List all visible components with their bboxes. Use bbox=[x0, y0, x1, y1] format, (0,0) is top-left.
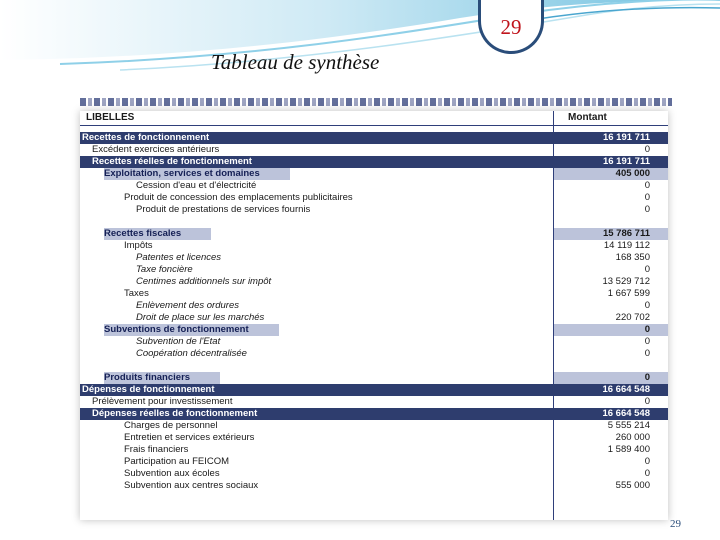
table-row bbox=[80, 312, 668, 324]
row-label: Subvention aux centres sociaux bbox=[124, 480, 259, 491]
row-amount: 0 bbox=[644, 192, 650, 203]
table-row bbox=[80, 300, 668, 312]
row-amount: 0 bbox=[644, 324, 650, 335]
table-row bbox=[80, 192, 668, 204]
synthesis-table bbox=[80, 111, 668, 520]
row-label: Recettes fiscales bbox=[104, 228, 211, 240]
row-amount: 0 bbox=[644, 336, 650, 347]
row-label: Prélèvement pour investissement bbox=[92, 396, 233, 407]
table-row bbox=[80, 216, 668, 228]
table-row bbox=[80, 372, 668, 384]
row-amount: 16 191 711 bbox=[602, 132, 650, 143]
table-row bbox=[80, 360, 668, 372]
row-label: Coopération décentralisée bbox=[136, 348, 247, 359]
table-row bbox=[80, 468, 668, 480]
table-row bbox=[80, 264, 668, 276]
row-label: Produits financiers bbox=[104, 372, 220, 384]
table-row bbox=[80, 132, 668, 144]
table-row bbox=[80, 420, 668, 432]
row-label: Subvention aux écoles bbox=[124, 468, 220, 479]
table-row bbox=[80, 324, 668, 336]
table-row bbox=[80, 444, 668, 456]
row-amount: 0 bbox=[644, 372, 650, 383]
row-amount: 168 350 bbox=[615, 252, 650, 263]
row-label: Subvention de l'Etat bbox=[136, 336, 221, 347]
row-amount: 0 bbox=[644, 468, 650, 479]
row-amount: 220 702 bbox=[615, 312, 650, 323]
table-row bbox=[80, 336, 668, 348]
row-amount: 0 bbox=[644, 396, 650, 407]
row-amount: 16 664 548 bbox=[602, 384, 650, 395]
row-label: Produit de prestations de services fournis bbox=[136, 204, 311, 215]
row-amount: 555 000 bbox=[615, 480, 650, 491]
header-label: LIBELLES bbox=[86, 112, 135, 123]
table-row bbox=[80, 180, 668, 192]
table-row bbox=[80, 456, 668, 468]
row-amount: 0 bbox=[644, 180, 650, 191]
row-amount: 15 786 711 bbox=[602, 228, 650, 239]
row-label: Dépenses de fonctionnement bbox=[82, 384, 215, 395]
row-label: Subventions de fonctionnement bbox=[104, 324, 279, 336]
table-row bbox=[80, 288, 668, 300]
row-label: Dépenses réelles de fonctionnement bbox=[92, 408, 258, 419]
row-amount: 0 bbox=[644, 264, 650, 275]
row-amount: 14 119 112 bbox=[603, 240, 650, 251]
row-amount: 16 191 711 bbox=[602, 156, 650, 167]
row-label: Enlèvement des ordures bbox=[136, 300, 239, 311]
amount-band bbox=[554, 372, 668, 384]
row-amount: 1 667 599 bbox=[607, 288, 650, 299]
row-label: Recettes réelles de fonctionnement bbox=[92, 156, 252, 167]
row-label: Recettes de fonctionnement bbox=[82, 132, 210, 143]
table-row bbox=[80, 168, 668, 180]
row-label: Cession d'eau et d'électricité bbox=[136, 180, 257, 191]
table-row bbox=[80, 204, 668, 216]
row-label: Taxe foncière bbox=[136, 264, 193, 275]
table-row bbox=[80, 432, 668, 444]
row-label: Exploitation, services et domaines bbox=[104, 168, 290, 180]
table-row bbox=[80, 384, 668, 396]
row-label: Frais financiers bbox=[124, 444, 189, 455]
table-row bbox=[80, 228, 668, 240]
row-label: Charges de personnel bbox=[124, 420, 218, 431]
row-label: Participation au FEICOM bbox=[124, 456, 230, 467]
table-row bbox=[80, 480, 668, 492]
table-row bbox=[80, 156, 668, 168]
table-row bbox=[80, 276, 668, 288]
row-label: Entretien et services extérieurs bbox=[124, 432, 255, 443]
row-label: Patentes et licences bbox=[136, 252, 222, 263]
table-row bbox=[80, 240, 668, 252]
row-label: Produit de concession des emplacements publicitaires bbox=[124, 192, 353, 203]
row-amount: 405 000 bbox=[615, 168, 650, 179]
row-label: Taxes bbox=[124, 288, 149, 299]
table-row bbox=[80, 252, 668, 264]
row-label: Centimes additionnels sur impôt bbox=[136, 276, 272, 287]
row-amount: 260 000 bbox=[615, 432, 650, 443]
row-amount: 0 bbox=[644, 300, 650, 311]
row-amount: 13 529 712 bbox=[602, 276, 650, 287]
row-label: Impôts bbox=[124, 240, 153, 251]
table-header bbox=[80, 111, 668, 126]
footer-page-number: 29 bbox=[670, 518, 681, 530]
row-label: Excédent exercices antérieurs bbox=[92, 144, 220, 155]
row-label: Droit de place sur les marchés bbox=[136, 312, 265, 323]
table-row bbox=[80, 396, 668, 408]
amount-band bbox=[554, 324, 668, 336]
row-amount: 0 bbox=[644, 144, 650, 155]
slide-number-badge: 29 bbox=[478, 0, 544, 54]
table-row bbox=[80, 408, 668, 420]
row-amount: 0 bbox=[644, 348, 650, 359]
row-amount: 0 bbox=[644, 456, 650, 467]
row-amount: 5 555 214 bbox=[607, 420, 650, 431]
slide-title: Tableau de synthèse bbox=[211, 50, 380, 74]
row-amount: 0 bbox=[644, 204, 650, 215]
header-amount: Montant bbox=[568, 112, 607, 123]
row-amount: 1 589 400 bbox=[607, 444, 650, 455]
document-header-strip bbox=[80, 98, 672, 106]
amount-band bbox=[554, 168, 668, 180]
row-amount: 16 664 548 bbox=[602, 408, 650, 419]
table-row bbox=[80, 348, 668, 360]
table-row bbox=[80, 144, 668, 156]
